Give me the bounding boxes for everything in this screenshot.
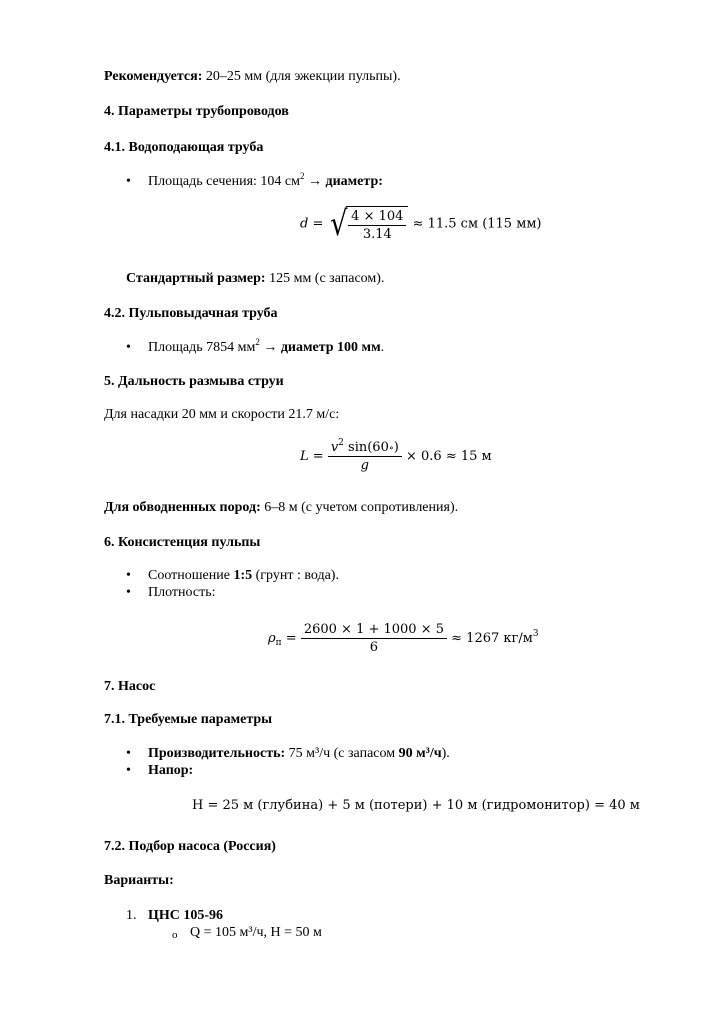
formula-diameter: d = √ $\frac{4 \times 104}{3.14}$ ≈ 11.5 см (115 мм) bbox=[300, 204, 542, 244]
section-6-heading: 6. Консистенция пульпы bbox=[104, 535, 261, 550]
recommendation-line bbox=[104, 68, 401, 86]
bullet-icon: • bbox=[126, 340, 131, 355]
circle-bullet-icon: o bbox=[172, 929, 178, 941]
bullet-head: Напор: bbox=[148, 763, 194, 778]
section-7-1-heading: 7.1. Требуемые параметры bbox=[104, 712, 273, 727]
section-4-heading: 4. Параметры трубопроводов bbox=[104, 104, 289, 119]
variant-item-1: ЦНС 105-96 bbox=[148, 908, 224, 923]
section-4-2-heading: 4.2. Пульповыдачная труба bbox=[104, 306, 278, 321]
bullet-area-water-pipe: Площадь сечения: 104 $см^2$ → диаметр: bbox=[148, 171, 383, 189]
variant-item-1-spec: Q = 105 м³/ч, H = 50 м bbox=[190, 925, 322, 940]
formula-range: L = $\frac{v^2 \sin(60\circ)}{g}$ × 0.6 ≈ 15 м bbox=[300, 438, 492, 473]
section-4-1-heading: 4.1. Водоподающая труба bbox=[104, 140, 264, 155]
bullet-icon: • bbox=[126, 174, 131, 189]
formula-density: $\rho_п$ = $\frac{2600 \times 1 + 1000 \times 5}{6}$ ≈ 1267 $кг/м^3$ bbox=[268, 622, 539, 655]
standard-size-line: Стандартный размер: 125 мм (с запасом). bbox=[126, 271, 385, 286]
recommendation-label: Рекомендуется: bbox=[104, 69, 203, 84]
bullet-icon: • bbox=[126, 763, 131, 778]
nozzle-text: Для насадки 20 мм и скорости 21.7 м/с: bbox=[104, 407, 340, 422]
list-number: 1. bbox=[126, 908, 137, 923]
section-5-heading: 5. Дальность размыва струи bbox=[104, 374, 284, 389]
watered-rocks-line: Для обводненных пород: 6–8 м (с учетом сопротивления). bbox=[104, 500, 459, 515]
sqrt-icon: √ $\frac{4 \times 104}{3.14}$ bbox=[328, 206, 409, 242]
bullet-icon: • bbox=[126, 568, 131, 583]
bullet-ratio: Соотношение 1:5 (грунт : вода). bbox=[148, 568, 339, 583]
bullet-capacity: Производительность: 75 м³/ч (с запасом 90 м³/ч). bbox=[148, 746, 450, 761]
bullet-icon: • bbox=[126, 746, 131, 761]
formula-head: H = 25 м (глубина) + 5 м (потери) + 10 м (гидромонитор) = 40 м bbox=[192, 798, 640, 813]
variants-heading: Варианты: bbox=[104, 873, 174, 888]
bullet-density: Плотность: bbox=[148, 585, 216, 600]
bullet-pulp-pipe: Площадь 7854 $мм^2$ → диаметр 100 мм. bbox=[148, 337, 385, 355]
section-7-2-heading: 7.2. Подбор насоса (Россия) bbox=[104, 839, 276, 854]
recommendation-text: 20–25 мм (для эжекции пульпы). bbox=[202, 69, 401, 84]
section-7-heading: 7. Насос bbox=[104, 679, 156, 694]
bullet-icon: • bbox=[126, 585, 131, 600]
